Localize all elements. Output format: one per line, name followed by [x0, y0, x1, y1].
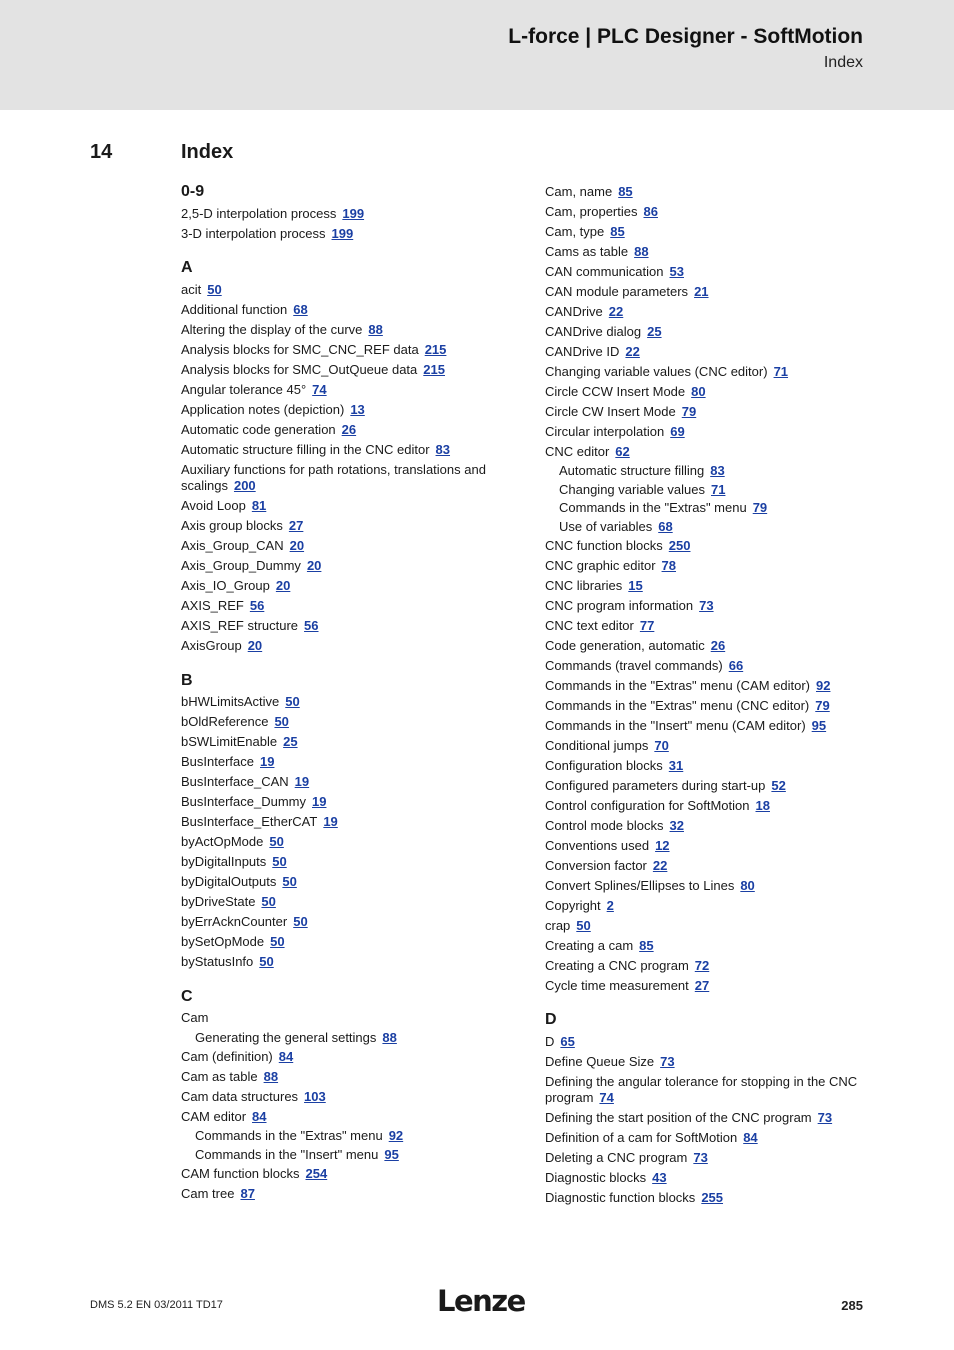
page-reference-link[interactable]: 71: [773, 363, 789, 379]
index-entry: [545, 676, 875, 696]
index-entry: [545, 1109, 875, 1129]
index-entry-text: Commands in the "Insert" menu: [195, 1146, 379, 1162]
index-entry-text: byStatusInfo: [181, 954, 254, 970]
index-entry: [545, 556, 875, 576]
index-entry: [181, 400, 511, 420]
index-entry-text: AXIS_REF: [181, 598, 244, 614]
index-entry-text: Cam data structures: [181, 1088, 299, 1104]
index-entry-text: AXIS_REF structure: [181, 618, 299, 634]
index-entry: [181, 300, 511, 320]
index-entry-text: Define Queue Size: [545, 1053, 655, 1069]
index-entry: [181, 224, 511, 244]
page-reference-link[interactable]: 20: [275, 578, 291, 594]
page-reference-link[interactable]: 77: [639, 617, 655, 633]
page-reference-link[interactable]: 50: [576, 917, 591, 933]
index-entry: [545, 1032, 875, 1052]
index-entry: [545, 442, 875, 462]
index-entry: [181, 460, 511, 497]
index-entry: [181, 637, 511, 657]
index-entry-text: CAN communication: [545, 263, 664, 279]
index-entry: [545, 322, 875, 342]
page-reference-link[interactable]: 18: [755, 797, 770, 813]
index-entry-text: crap: [545, 917, 571, 933]
page-reference-link[interactable]: 50: [282, 874, 297, 890]
index-entry-text: Commands in the "Extras" menu (CAM editor): [545, 677, 810, 693]
page-reference-link[interactable]: 84: [743, 1130, 758, 1146]
page-reference-link[interactable]: 78: [661, 557, 677, 573]
index-entry-text: Automatic code generation: [181, 421, 336, 437]
index-entry-text: Circular interpolation: [545, 423, 665, 439]
page-reference-link[interactable]: 215: [424, 341, 447, 357]
index-entry-text: Conventions used: [545, 837, 650, 853]
index-entry-text: Configured parameters during start-up: [545, 777, 766, 793]
index-entry-text: bSWLimitEnable: [181, 734, 278, 750]
index-subentry: [545, 481, 875, 500]
index-entry: [545, 716, 875, 736]
index-entry-text: BusInterface_EtherCAT: [181, 814, 318, 830]
index-entry: [181, 1009, 511, 1029]
index-entry-text: Axis group blocks: [181, 518, 283, 534]
index-entry: [181, 1184, 511, 1204]
index-entry: [545, 242, 875, 262]
index-entry: [545, 616, 875, 636]
index-entry-text: bOldReference: [181, 714, 269, 730]
index-entry-text: Automatic structure filling in the CNC editor: [181, 441, 430, 457]
page-reference-link[interactable]: 19: [323, 814, 338, 830]
page-reference-link[interactable]: 31: [668, 757, 684, 773]
index-section: [545, 182, 875, 996]
index-entry: [545, 956, 875, 976]
page-reference-link[interactable]: 68: [658, 518, 673, 534]
index-letter-heading: C: [181, 987, 193, 1005]
index-entry-text: Cam (definition): [181, 1048, 273, 1064]
index-entry-text: CAN module parameters: [545, 283, 689, 299]
index-entry: [545, 936, 875, 956]
index-entry-text: Diagnostic blocks: [545, 1170, 647, 1186]
index-letter-heading: A: [181, 259, 193, 276]
index-entry-text: Automatic structure filling: [559, 463, 705, 478]
page-reference-link[interactable]: 80: [691, 383, 706, 399]
page-reference-link[interactable]: 25: [647, 323, 662, 339]
index-entry-text: Cam, name: [545, 183, 613, 199]
index-entry: [181, 577, 511, 597]
section-subtitle: Index: [823, 54, 863, 71]
index-entry: [181, 833, 511, 853]
index-entry-text: Angular tolerance 45°: [181, 381, 307, 397]
index-entry-text: byDigitalOutputs: [181, 874, 277, 890]
index-column-left: [181, 182, 511, 1218]
index-entry-text: Circle CW Insert Mode: [545, 403, 676, 419]
index-entry: [545, 1072, 875, 1109]
index-entry-text: Cam, properties: [545, 203, 638, 219]
index-entry-text: Avoid Loop: [181, 498, 246, 514]
page-reference-link[interactable]: 92: [388, 1128, 404, 1143]
index-entry: [545, 536, 875, 556]
page-reference-link[interactable]: 85: [610, 223, 625, 239]
index-entry-text: Diagnostic function blocks: [545, 1190, 696, 1206]
index-section: [181, 671, 511, 973]
index-entry: [545, 302, 875, 322]
page-reference-link[interactable]: 50: [261, 894, 276, 910]
index-entry-text: Commands in the "Insert" menu (CAM editor): [545, 717, 806, 733]
page-reference-link[interactable]: 50: [270, 934, 285, 950]
index-entry-text: CNC editor: [545, 443, 610, 459]
index-subentry: [181, 1029, 511, 1048]
index-entry-text: CANDrive: [545, 303, 603, 319]
index-entry: [181, 537, 511, 557]
lenze-logo: Lenze: [437, 1284, 525, 1318]
index-entry-text: Convert Splines/Ellipses to Lines: [545, 877, 735, 893]
index-entry-text: CANDrive dialog: [545, 323, 642, 339]
index-column-right: [545, 182, 875, 1223]
index-entry: [181, 617, 511, 637]
index-entry-text: CNC libraries: [545, 577, 623, 593]
page-header: [0, 0, 954, 110]
index-entry-text: CAM function blocks: [181, 1165, 300, 1181]
page-reference-link[interactable]: 27: [288, 518, 304, 534]
page-reference-link[interactable]: 12: [655, 837, 670, 853]
index-entry-text: Altering the display of the curve: [181, 321, 363, 337]
document-id: DMS 5.2 EN 03/2011 TD17: [90, 1299, 223, 1311]
index-entry-text: Axis_Group_CAN: [181, 538, 284, 554]
page-reference-link[interactable]: 95: [811, 717, 827, 733]
page-reference-link[interactable]: 79: [815, 697, 830, 713]
page-reference-link[interactable]: 73: [817, 1110, 833, 1126]
page-reference-link[interactable]: 84: [278, 1048, 294, 1064]
index-entry: [181, 517, 511, 537]
index-entry: [545, 776, 875, 796]
page-reference-link[interactable]: 22: [625, 343, 640, 359]
index-entry-text: Cam as table: [181, 1068, 258, 1084]
index-entry: [545, 402, 875, 422]
page-reference-link[interactable]: 22: [608, 303, 624, 319]
index-entry-text: Defining the start position of the CNC program: [545, 1110, 812, 1126]
page-reference-link[interactable]: 199: [342, 205, 365, 221]
index-entry: [545, 1189, 875, 1209]
page-reference-link[interactable]: 62: [615, 443, 630, 459]
index-entry: [181, 873, 511, 893]
index-entry-text: Changing variable values (CNC editor): [545, 363, 768, 379]
index-entry: [545, 896, 875, 916]
page-reference-link[interactable]: 73: [699, 597, 714, 613]
page-reference-link[interactable]: 13: [350, 401, 365, 417]
page-reference-link[interactable]: 50: [207, 281, 222, 297]
page-reference-link[interactable]: 92: [815, 677, 831, 693]
index-entry-text: Commands in the "Extras" menu: [559, 500, 747, 515]
page-reference-link[interactable]: 25: [283, 734, 298, 750]
page-reference-link[interactable]: 50: [293, 914, 308, 930]
page-reference-link[interactable]: 19: [294, 774, 310, 790]
page-reference-link[interactable]: 73: [660, 1053, 675, 1069]
index-entry: [545, 836, 875, 856]
page-reference-link[interactable]: 65: [560, 1033, 575, 1049]
index-entry-text: Axis_IO_Group: [181, 578, 270, 594]
index-entry: [181, 893, 511, 913]
index-letter-heading: B: [181, 671, 193, 689]
page-reference-link[interactable]: 80: [740, 877, 755, 893]
index-entry-text: byDigitalInputs: [181, 854, 267, 870]
index-entry-text: Cam tree: [181, 1185, 235, 1201]
index-section: [545, 1010, 875, 1209]
page-reference-link[interactable]: 215: [423, 361, 445, 377]
index-section: [181, 987, 511, 1205]
index-subentry: [181, 1146, 511, 1165]
index-entry: [545, 342, 875, 362]
index-entry: [545, 382, 875, 402]
page-reference-link[interactable]: 26: [341, 421, 357, 437]
page-reference-link[interactable]: 70: [654, 737, 669, 753]
page-reference-link[interactable]: 87: [240, 1185, 255, 1201]
index-section: [181, 182, 511, 244]
index-entry: [545, 916, 875, 936]
index-entry: [181, 813, 511, 833]
page-reference-link[interactable]: 199: [331, 225, 354, 241]
index-entry-text: Generating the general settings: [195, 1029, 377, 1045]
index-entry-text: Code generation, automatic: [545, 637, 705, 653]
index-entry-text: Defining the angular tolerance for stopping in the CNC program: [545, 1073, 858, 1106]
index-entry-text: CNC program information: [545, 597, 694, 613]
page-reference-link[interactable]: 19: [312, 794, 327, 810]
page-reference-link[interactable]: 43: [652, 1170, 667, 1186]
index-subentry: [545, 518, 875, 537]
index-entry-text: CNC text editor: [545, 617, 634, 633]
index-entry: [181, 497, 511, 517]
index-entry: [181, 440, 511, 460]
page-reference-link[interactable]: 56: [249, 598, 265, 614]
index-entry: [181, 380, 511, 400]
page-reference-link[interactable]: 250: [668, 537, 691, 553]
page-reference-link[interactable]: 22: [652, 857, 668, 873]
document-title: L-force | PLC Designer - SoftMotion: [508, 25, 863, 48]
index-entry: [181, 340, 511, 360]
index-entry: [545, 636, 875, 656]
page-reference-link[interactable]: 19: [260, 754, 275, 770]
index-entry: [181, 1107, 511, 1127]
page-reference-link[interactable]: 21: [694, 283, 709, 299]
index-entry-text: Commands in the "Extras" menu (CNC editor): [545, 697, 810, 713]
index-entry-text: Deleting a CNC program: [545, 1150, 688, 1166]
page-reference-link[interactable]: 20: [306, 558, 322, 574]
page-reference-link[interactable]: 2: [606, 897, 614, 913]
index-letter-heading: D: [545, 1011, 557, 1028]
index-entry: [181, 753, 511, 773]
page-reference-link[interactable]: 88: [634, 243, 649, 259]
chapter-number: 14: [90, 141, 113, 163]
page-reference-link[interactable]: 88: [263, 1068, 279, 1084]
index-entry-text: Conversion factor: [545, 857, 647, 873]
page-reference-link[interactable]: 50: [285, 694, 300, 710]
page-reference-link[interactable]: 79: [752, 500, 768, 515]
index-entry: [181, 420, 511, 440]
page-reference-link[interactable]: 32: [669, 817, 684, 833]
index-entry: [181, 933, 511, 953]
index-entry: [545, 362, 875, 382]
page-reference-link[interactable]: 74: [312, 381, 327, 397]
index-entry: [545, 976, 875, 996]
index-entry-text: Control configuration for SoftMotion: [545, 797, 750, 813]
page-reference-link[interactable]: 69: [670, 423, 685, 439]
page-reference-link[interactable]: 103: [304, 1088, 326, 1104]
index-entry-text: byActOpMode: [181, 834, 264, 850]
index-entry: [181, 280, 511, 300]
index-entry-text: CNC function blocks: [545, 537, 663, 553]
index-entry-text: Application notes (depiction): [181, 401, 345, 417]
index-entry-text: Definition of a cam for SoftMotion: [545, 1130, 738, 1146]
page-reference-link[interactable]: 86: [643, 203, 658, 219]
index-entry-text: Cam, type: [545, 223, 605, 239]
index-entry: [181, 320, 511, 340]
index-entry-text: Use of variables: [559, 518, 653, 534]
page-reference-link[interactable]: 255: [701, 1190, 724, 1206]
index-entry: [181, 793, 511, 813]
page-reference-link[interactable]: 52: [771, 777, 786, 793]
page-reference-link[interactable]: 73: [693, 1150, 708, 1166]
page-reference-link[interactable]: 88: [382, 1029, 397, 1045]
index-entry-text: Configuration blocks: [545, 757, 663, 773]
index-entry: [545, 1149, 875, 1169]
index-entry-text: byDriveState: [181, 894, 256, 910]
index-entry: [545, 422, 875, 442]
index-entry-text: Axis_Group_Dummy: [181, 558, 301, 574]
index-entry-text: Cycle time measurement: [545, 977, 689, 993]
index-entry-text: 2,5-D interpolation process: [181, 205, 337, 221]
index-entry-text: Commands (travel commands): [545, 657, 723, 673]
index-entry: [181, 1067, 511, 1087]
index-entry: [181, 773, 511, 793]
page-reference-link[interactable]: 254: [305, 1165, 328, 1181]
index-entry: [181, 204, 511, 224]
page-reference-link[interactable]: 20: [247, 638, 263, 654]
index-entry-text: CNC graphic editor: [545, 557, 656, 573]
index-entry-text: Copyright: [545, 897, 601, 913]
index-entry: [181, 360, 511, 380]
index-entry-text: byErrAcknCounter: [181, 914, 288, 930]
index-entry-text: Creating a CNC program: [545, 957, 689, 973]
page-reference-link[interactable]: 50: [274, 714, 289, 730]
index-entry-text: BusInterface_Dummy: [181, 794, 306, 810]
index-entry: [545, 1052, 875, 1072]
index-entry: [181, 733, 511, 753]
page-reference-link[interactable]: 68: [293, 301, 308, 317]
page-reference-link[interactable]: 56: [304, 618, 319, 634]
index-entry-text: Analysis blocks for SMC_CNC_REF data: [181, 341, 419, 357]
index-entry: [545, 876, 875, 896]
index-entry-text: Circle CCW Insert Mode: [545, 383, 686, 399]
page-reference-link[interactable]: 20: [289, 538, 305, 554]
page-reference-link[interactable]: 83: [435, 441, 451, 457]
index-entry: [181, 1047, 511, 1067]
index-entry: [545, 262, 875, 282]
page-reference-link[interactable]: 84: [252, 1108, 267, 1124]
index-entry: [545, 596, 875, 616]
page-reference-link[interactable]: 72: [694, 957, 710, 973]
index-subentry: [545, 499, 875, 518]
index-entry-text: BusInterface: [181, 754, 254, 770]
page-reference-link[interactable]: 66: [728, 657, 744, 673]
index-entry: [181, 713, 511, 733]
index-entry: [181, 1164, 511, 1184]
page-reference-link[interactable]: 26: [710, 637, 726, 653]
page-reference-link[interactable]: 71: [710, 481, 726, 497]
index-entry-text: Control mode blocks: [545, 817, 664, 833]
page-reference-link[interactable]: 85: [639, 937, 654, 953]
page-number: 285: [841, 1298, 863, 1313]
index-entry-text: 3-D interpolation process: [181, 225, 326, 241]
index-entry-text: CANDrive ID: [545, 343, 620, 359]
page-reference-link[interactable]: 74: [599, 1090, 614, 1106]
index-entry-text: D: [545, 1033, 555, 1049]
index-entry: [545, 222, 875, 242]
index-entry-text: Additional function: [181, 301, 288, 317]
index-entry-text: Cam: [181, 1010, 209, 1026]
index-entry: [545, 282, 875, 302]
index-entry: [545, 576, 875, 596]
index-entry-text: Commands in the "Extras" menu: [195, 1128, 383, 1143]
page-reference-link[interactable]: 50: [269, 834, 284, 850]
page-reference-link[interactable]: 83: [710, 463, 725, 478]
page-reference-link[interactable]: 95: [384, 1146, 399, 1162]
index-entry: [545, 816, 875, 836]
index-entry-text: Conditional jumps: [545, 737, 649, 753]
index-entry: [545, 202, 875, 222]
page-reference-link[interactable]: 79: [681, 403, 697, 419]
index-letter-heading: 0-9: [181, 183, 205, 200]
index-subentry: [545, 462, 875, 481]
index-entry: [181, 557, 511, 577]
index-entry: [181, 953, 511, 973]
page-reference-link[interactable]: 88: [368, 321, 383, 337]
index-entry: [545, 736, 875, 756]
page-reference-link[interactable]: 50: [259, 954, 274, 970]
index-entry: [181, 597, 511, 617]
index-entry-text: BusInterface_CAN: [181, 774, 289, 790]
page-reference-link[interactable]: 15: [628, 577, 643, 593]
index-entry: [545, 1169, 875, 1189]
index-entry-text: Creating a cam: [545, 937, 634, 953]
index-entry-text: AxisGroup: [181, 638, 242, 654]
index-entry-text: Cams as table: [545, 243, 629, 259]
index-entry: [181, 1087, 511, 1107]
index-entry: [545, 696, 875, 716]
index-entry: [181, 913, 511, 933]
index-entry: [545, 856, 875, 876]
chapter-title: Index: [181, 141, 234, 163]
index-entry: [181, 853, 511, 873]
page-reference-link[interactable]: 81: [251, 498, 267, 514]
index-entry-text: bHWLimitsActive: [181, 694, 280, 710]
index-entry-text: acit: [181, 281, 202, 297]
page-reference-link[interactable]: 85: [618, 183, 633, 199]
index-entry-text: CAM editor: [181, 1108, 247, 1124]
page-reference-link[interactable]: 27: [694, 977, 710, 993]
index-entry: [545, 796, 875, 816]
page-reference-link[interactable]: 200: [233, 478, 256, 494]
page-reference-link[interactable]: 53: [669, 263, 684, 279]
index-entry: [545, 756, 875, 776]
index-entry: [545, 1129, 875, 1149]
index-section: [181, 258, 511, 657]
index-entry-text: Changing variable values: [559, 481, 705, 497]
index-entry-text: Analysis blocks for SMC_OutQueue data: [181, 361, 418, 377]
index-entry-text: Auxiliary functions for path rotations, translations and scalings: [181, 461, 486, 494]
index-entry: [545, 182, 875, 202]
index-subentry: [181, 1127, 511, 1146]
index-entry-text: bySetOpMode: [181, 934, 265, 950]
index-entry: [181, 693, 511, 713]
index-entry: [545, 656, 875, 676]
page-reference-link[interactable]: 50: [272, 854, 287, 870]
